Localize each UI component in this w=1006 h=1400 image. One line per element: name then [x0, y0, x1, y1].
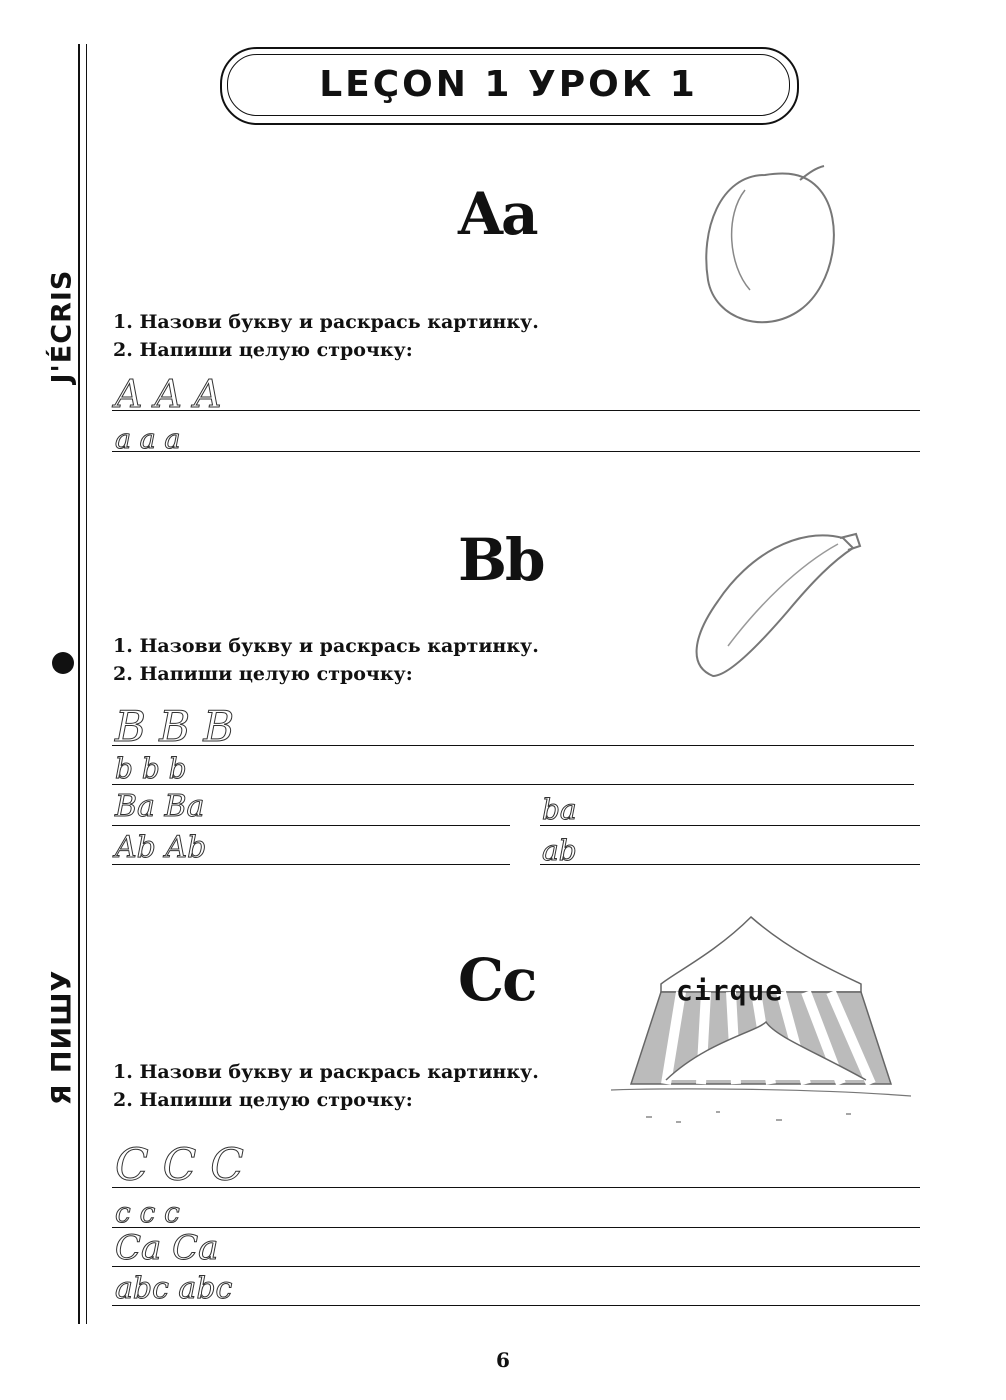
letter-heading-b: Bb — [458, 526, 544, 594]
writing-sample: c c c — [115, 1196, 180, 1229]
header-frame — [227, 54, 790, 116]
writing-line — [540, 864, 920, 865]
plum-drawing — [690, 160, 850, 340]
instruction-1: 1. Назови букву и раскрась картинку. — [113, 1061, 539, 1083]
picture-label: cirque — [676, 974, 784, 1007]
lesson-title: LEÇON 1 УРОК 1 — [319, 64, 698, 105]
letter-heading-c: Cc — [458, 946, 536, 1014]
margin-label-top: J'ÉCRIS — [46, 269, 78, 384]
writing-sample: a a a — [115, 424, 181, 455]
banana-drawing — [688, 526, 863, 686]
writing-sample: ba — [542, 793, 577, 826]
instruction-1: 1. Назови букву и раскрась картинку. — [113, 635, 539, 657]
writing-sample: C C C — [115, 1140, 244, 1191]
writing-sample: A A A — [115, 372, 222, 416]
writing-line — [112, 1305, 920, 1306]
writing-line — [112, 864, 510, 865]
circus-tent-drawing — [606, 912, 916, 1132]
margin-label-bottom: Я ПИШУ — [46, 969, 78, 1106]
instructions-b — [113, 632, 539, 688]
margin-line-inner — [86, 44, 87, 1324]
instruction-2: 2. Напиши целую строчку: — [113, 339, 413, 361]
writing-line — [112, 451, 920, 452]
page-number: 6 — [496, 1348, 510, 1372]
instructions-a — [113, 308, 539, 364]
writing-sample: Ca Ca — [115, 1228, 219, 1268]
instruction-2: 2. Напиши целую строчку: — [113, 1089, 413, 1111]
writing-line — [112, 1187, 920, 1188]
writing-line — [112, 825, 510, 826]
instruction-1: 1. Назови букву и раскрась картинку. — [113, 311, 539, 333]
writing-sample: abc abc — [115, 1271, 233, 1306]
writing-sample: ab — [542, 834, 577, 867]
letter-heading-a: Aa — [458, 180, 537, 248]
instructions-c — [113, 1058, 539, 1114]
instruction-2: 2. Напиши целую строчку: — [113, 663, 413, 685]
margin-line-outer — [78, 44, 80, 1324]
writing-line — [112, 1266, 920, 1267]
margin-dot — [52, 652, 74, 674]
writing-sample: b b b — [115, 752, 187, 785]
writing-sample: B B B — [115, 702, 235, 751]
writing-sample: Ba Ba — [115, 789, 205, 824]
writing-line — [112, 745, 914, 746]
writing-line — [112, 1227, 920, 1228]
writing-line — [112, 410, 920, 411]
writing-line — [540, 825, 920, 826]
writing-sample: Ab Ab — [115, 830, 207, 865]
writing-line — [112, 784, 914, 785]
